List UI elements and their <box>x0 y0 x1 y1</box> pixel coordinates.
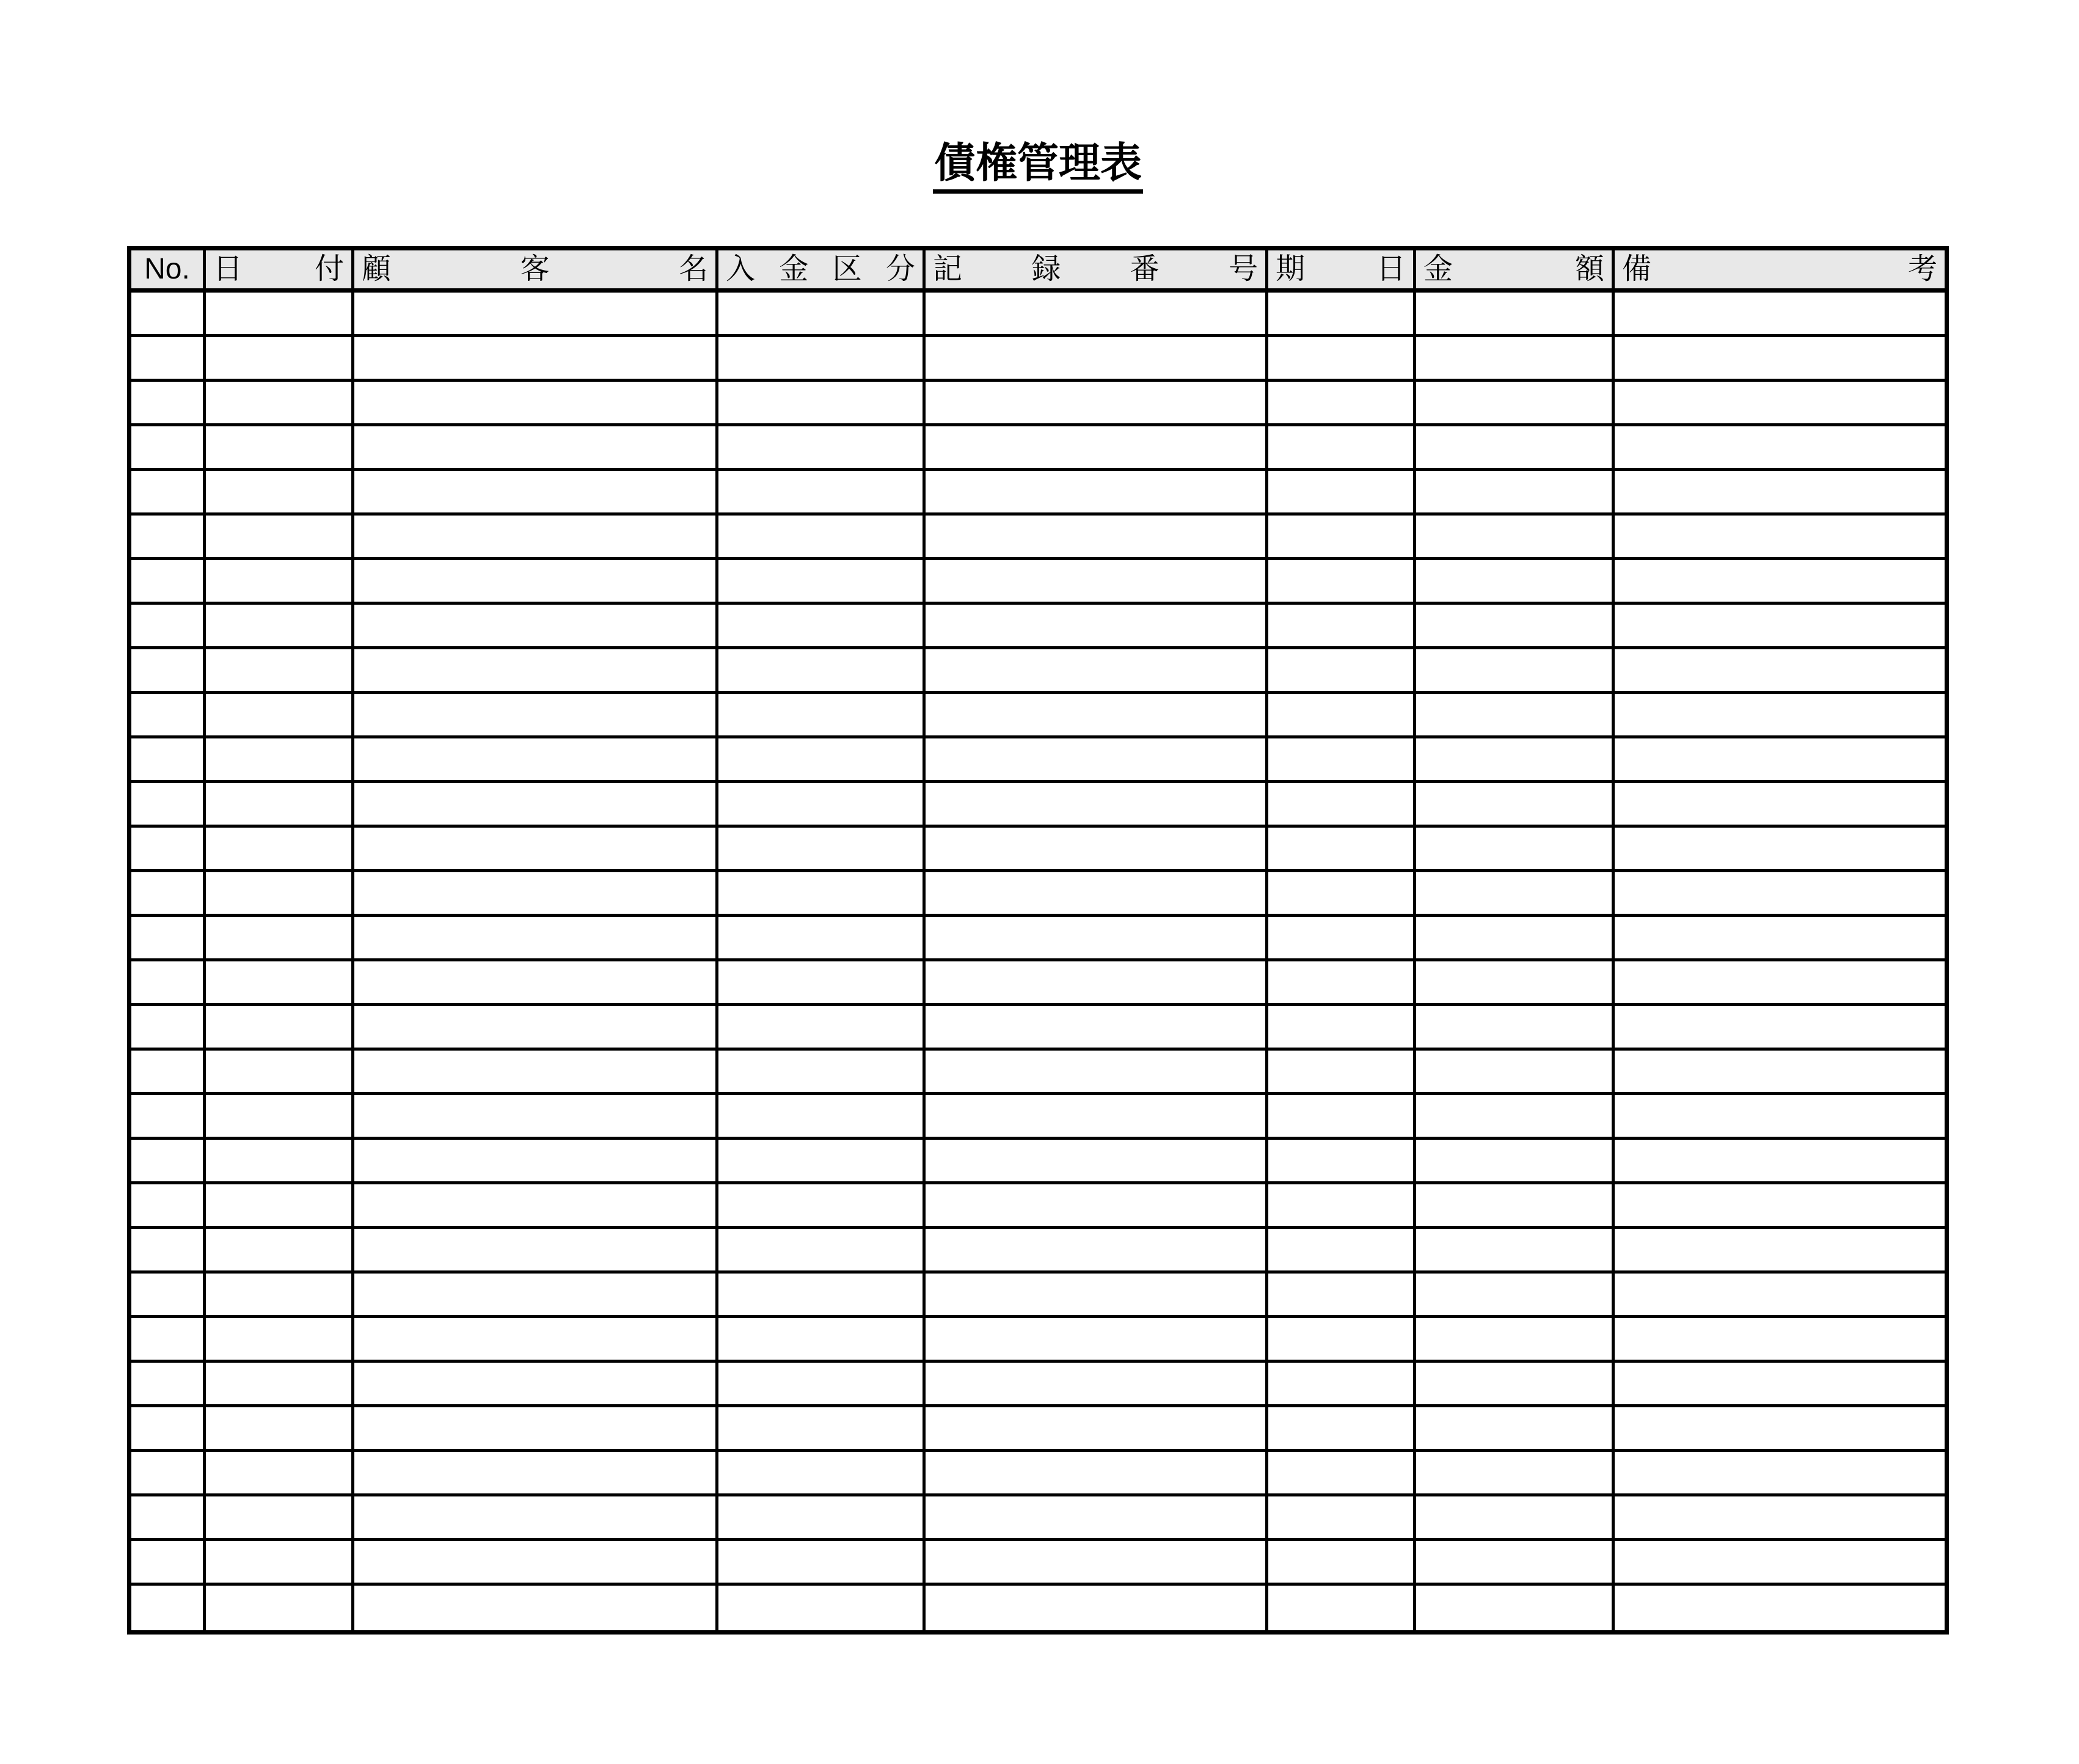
table-cell-date <box>203 649 351 691</box>
table-row <box>131 738 1945 783</box>
table-cell-amount <box>1413 516 1612 557</box>
table-cell-record-no <box>923 1140 1265 1181</box>
table-cell-amount <box>1413 1407 1612 1449</box>
receivables-table <box>127 246 1949 1635</box>
table-cell-no <box>131 1006 203 1048</box>
table-cell-payment-type <box>715 1363 923 1404</box>
table-cell-date <box>203 961 351 1003</box>
table-cell-remarks <box>1612 1452 1945 1493</box>
table-cell-record-no <box>923 1586 1265 1630</box>
table-cell-record-no <box>923 1006 1265 1048</box>
table-cell-due-date <box>1265 738 1413 780</box>
table-cell-record-no <box>923 1363 1265 1404</box>
table-cell-payment-type <box>715 1051 923 1092</box>
table-cell-remarks <box>1612 1184 1945 1226</box>
table-cell-amount <box>1413 1229 1612 1270</box>
table-row <box>131 293 1945 337</box>
table-cell-remarks <box>1612 426 1945 468</box>
table-cell-amount <box>1413 605 1612 646</box>
table-row <box>131 471 1945 516</box>
table-cell-due-date <box>1265 649 1413 691</box>
table-cell-customer <box>351 337 715 379</box>
table-row <box>131 1006 1945 1051</box>
table-cell-amount <box>1413 961 1612 1003</box>
table-cell-remarks <box>1612 1586 1945 1630</box>
table-cell-customer <box>351 738 715 780</box>
table-cell-date <box>203 1586 351 1630</box>
table-cell-record-no <box>923 382 1265 423</box>
table-cell-customer <box>351 1452 715 1493</box>
table-cell-payment-type <box>715 426 923 468</box>
table-cell-customer <box>351 382 715 423</box>
table-cell-no <box>131 1407 203 1449</box>
table-cell-due-date <box>1265 1586 1413 1630</box>
table-cell-payment-type <box>715 649 923 691</box>
table-cell-customer <box>351 1051 715 1092</box>
table-cell-customer <box>351 1229 715 1270</box>
table-cell-customer <box>351 1274 715 1315</box>
table-cell-due-date <box>1265 1274 1413 1315</box>
table-cell-payment-type <box>715 1318 923 1360</box>
table-cell-no <box>131 1184 203 1226</box>
table-cell-record-no <box>923 1452 1265 1493</box>
table-cell-payment-type <box>715 872 923 914</box>
table-cell-record-no <box>923 471 1265 512</box>
table-cell-due-date <box>1265 1095 1413 1137</box>
table-row <box>131 1496 1945 1541</box>
table-cell-remarks <box>1612 1541 1945 1583</box>
table-cell-no <box>131 382 203 423</box>
table-cell-remarks <box>1612 293 1945 334</box>
table-cell-date <box>203 783 351 825</box>
table-cell-payment-type <box>715 471 923 512</box>
table-cell-date <box>203 1051 351 1092</box>
table-cell-no <box>131 1095 203 1137</box>
table-cell-customer <box>351 1407 715 1449</box>
table-cell-no <box>131 1363 203 1404</box>
table-cell-no <box>131 471 203 512</box>
header-cell-due-date <box>1265 250 1413 288</box>
table-cell-payment-type <box>715 560 923 602</box>
table-cell-remarks <box>1612 1051 1945 1092</box>
header-row <box>131 250 1945 293</box>
table-row <box>131 1229 1945 1274</box>
table-row <box>131 516 1945 560</box>
table-cell-due-date <box>1265 471 1413 512</box>
table-cell-customer <box>351 471 715 512</box>
table-cell-payment-type <box>715 1541 923 1583</box>
title-wrap <box>127 142 1949 194</box>
table-cell-remarks <box>1612 1318 1945 1360</box>
table-cell-due-date <box>1265 1407 1413 1449</box>
table-cell-remarks <box>1612 1496 1945 1538</box>
table-row <box>131 1407 1945 1452</box>
table-cell-record-no <box>923 961 1265 1003</box>
table-cell-date <box>203 872 351 914</box>
table-cell-remarks <box>1612 382 1945 423</box>
table-cell-record-no <box>923 917 1265 958</box>
table-cell-remarks <box>1612 649 1945 691</box>
table-cell-record-no <box>923 1541 1265 1583</box>
table-cell-payment-type <box>715 293 923 334</box>
table-cell-due-date <box>1265 1006 1413 1048</box>
table-cell-record-no <box>923 828 1265 869</box>
table-cell-no <box>131 961 203 1003</box>
table-cell-no <box>131 1229 203 1270</box>
table-cell-customer <box>351 605 715 646</box>
table-cell-payment-type <box>715 337 923 379</box>
table-cell-due-date <box>1265 382 1413 423</box>
table-cell-customer <box>351 1586 715 1630</box>
table-cell-customer <box>351 560 715 602</box>
table-cell-payment-type <box>715 694 923 735</box>
table-cell-remarks <box>1612 1363 1945 1404</box>
table-cell-record-no <box>923 1229 1265 1270</box>
header-label: 日 付 <box>213 253 344 285</box>
table-row <box>131 1140 1945 1184</box>
table-cell-date <box>203 1095 351 1137</box>
table-cell-due-date <box>1265 605 1413 646</box>
table-cell-payment-type <box>715 605 923 646</box>
table-cell-date <box>203 471 351 512</box>
table-cell-no <box>131 1586 203 1630</box>
table-cell-payment-type <box>715 1586 923 1630</box>
table-cell-no <box>131 1496 203 1538</box>
table-cell-date <box>203 1452 351 1493</box>
table-cell-customer <box>351 1006 715 1048</box>
table-cell-amount <box>1413 917 1612 958</box>
table-cell-no <box>131 917 203 958</box>
table-cell-amount <box>1413 1184 1612 1226</box>
table-cell-amount <box>1413 426 1612 468</box>
table-cell-record-no <box>923 605 1265 646</box>
table-cell-due-date <box>1265 828 1413 869</box>
table-cell-no <box>131 560 203 602</box>
table-cell-amount <box>1413 1274 1612 1315</box>
table-cell-no <box>131 337 203 379</box>
table-cell-payment-type <box>715 1229 923 1270</box>
table-cell-remarks <box>1612 337 1945 379</box>
table-cell-no <box>131 293 203 334</box>
table-cell-date <box>203 1407 351 1449</box>
table-row <box>131 961 1945 1006</box>
table-cell-date <box>203 1541 351 1583</box>
table-cell-record-no <box>923 1407 1265 1449</box>
table-cell-due-date <box>1265 516 1413 557</box>
table-cell-payment-type <box>715 382 923 423</box>
table-row <box>131 382 1945 426</box>
table-cell-record-no <box>923 1184 1265 1226</box>
table-cell-amount <box>1413 1363 1612 1404</box>
table-row <box>131 1541 1945 1586</box>
table-cell-date <box>203 337 351 379</box>
table-cell-record-no <box>923 872 1265 914</box>
table-cell-remarks <box>1612 516 1945 557</box>
table-cell-customer <box>351 293 715 334</box>
header-label: 記 録 番 号 <box>933 253 1258 285</box>
table-row <box>131 649 1945 694</box>
table-cell-customer <box>351 1318 715 1360</box>
table-cell-date <box>203 1229 351 1270</box>
table-cell-date <box>203 1363 351 1404</box>
page-title: 債権管理表 <box>933 142 1143 194</box>
table-row <box>131 828 1945 872</box>
table-cell-amount <box>1413 694 1612 735</box>
table-row <box>131 1274 1945 1318</box>
table-cell-no <box>131 694 203 735</box>
table-row <box>131 605 1945 649</box>
table-cell-remarks <box>1612 471 1945 512</box>
table-cell-record-no <box>923 426 1265 468</box>
table-cell-no <box>131 1051 203 1092</box>
table-cell-no <box>131 426 203 468</box>
table-cell-amount <box>1413 382 1612 423</box>
table-cell-remarks <box>1612 560 1945 602</box>
table-cell-amount <box>1413 738 1612 780</box>
table-cell-customer <box>351 1496 715 1538</box>
table-cell-date <box>203 382 351 423</box>
table-cell-customer <box>351 649 715 691</box>
table-row <box>131 1095 1945 1140</box>
header-label: 期 日 <box>1276 253 1406 285</box>
table-cell-date <box>203 1496 351 1538</box>
table-cell-due-date <box>1265 1452 1413 1493</box>
table-cell-record-no <box>923 1496 1265 1538</box>
table-cell-date <box>203 1318 351 1360</box>
table-cell-amount <box>1413 1452 1612 1493</box>
table-cell-amount <box>1413 1051 1612 1092</box>
table-cell-due-date <box>1265 1184 1413 1226</box>
table-cell-amount <box>1413 293 1612 334</box>
table-cell-payment-type <box>715 1496 923 1538</box>
table-cell-payment-type <box>715 783 923 825</box>
table-row <box>131 1363 1945 1407</box>
header-cell-customer <box>351 250 715 288</box>
table-cell-record-no <box>923 516 1265 557</box>
table-cell-no <box>131 605 203 646</box>
table-cell-payment-type <box>715 1274 923 1315</box>
table-cell-date <box>203 694 351 735</box>
table-cell-payment-type <box>715 828 923 869</box>
table-cell-due-date <box>1265 917 1413 958</box>
table-cell-payment-type <box>715 738 923 780</box>
table-cell-no <box>131 516 203 557</box>
table-cell-due-date <box>1265 293 1413 334</box>
table-cell-remarks <box>1612 1274 1945 1315</box>
table-cell-customer <box>351 1363 715 1404</box>
table-cell-date <box>203 1006 351 1048</box>
table-row <box>131 1586 1945 1630</box>
table-cell-record-no <box>923 1051 1265 1092</box>
table-cell-date <box>203 516 351 557</box>
table-cell-customer <box>351 1541 715 1583</box>
header-label: 入 金 区 分 <box>726 253 915 285</box>
header-cell-date <box>203 250 351 288</box>
table-cell-due-date <box>1265 694 1413 735</box>
table-cell-payment-type <box>715 1407 923 1449</box>
table-cell-no <box>131 1274 203 1315</box>
table-cell-due-date <box>1265 1318 1413 1360</box>
table-cell-customer <box>351 426 715 468</box>
table-row <box>131 1318 1945 1363</box>
table-cell-amount <box>1413 1586 1612 1630</box>
table-cell-remarks <box>1612 872 1945 914</box>
table-cell-remarks <box>1612 694 1945 735</box>
table-cell-due-date <box>1265 1140 1413 1181</box>
table-cell-remarks <box>1612 1095 1945 1137</box>
table-cell-no <box>131 649 203 691</box>
table-cell-payment-type <box>715 961 923 1003</box>
table-body <box>131 293 1945 1630</box>
table-row <box>131 872 1945 917</box>
table-cell-no <box>131 1541 203 1583</box>
table-row <box>131 560 1945 605</box>
table-cell-no <box>131 1452 203 1493</box>
table-cell-due-date <box>1265 560 1413 602</box>
table-cell-no <box>131 738 203 780</box>
table-cell-record-no <box>923 1095 1265 1137</box>
table-cell-date <box>203 1140 351 1181</box>
table-cell-date <box>203 426 351 468</box>
table-cell-record-no <box>923 738 1265 780</box>
table-cell-remarks <box>1612 738 1945 780</box>
table-cell-date <box>203 605 351 646</box>
table-cell-no <box>131 783 203 825</box>
header-label: 金 額 <box>1423 253 1604 285</box>
table-cell-amount <box>1413 1496 1612 1538</box>
table-cell-payment-type <box>715 1452 923 1493</box>
table-cell-due-date <box>1265 872 1413 914</box>
header-cell-payment-type <box>715 250 923 288</box>
table-cell-remarks <box>1612 1407 1945 1449</box>
table-cell-due-date <box>1265 1541 1413 1583</box>
table-cell-remarks <box>1612 1140 1945 1181</box>
table-cell-remarks <box>1612 917 1945 958</box>
table-cell-remarks <box>1612 828 1945 869</box>
table-cell-due-date <box>1265 1051 1413 1092</box>
table-row <box>131 337 1945 382</box>
table-cell-amount <box>1413 1318 1612 1360</box>
table-cell-no <box>131 1140 203 1181</box>
table-cell-customer <box>351 961 715 1003</box>
table-row <box>131 426 1945 471</box>
header-label: 備 考 <box>1622 253 1937 285</box>
header-cell-amount <box>1413 250 1612 288</box>
table-cell-customer <box>351 783 715 825</box>
table-cell-record-no <box>923 337 1265 379</box>
header-label: 顧 客 名 <box>362 253 708 285</box>
table-cell-no <box>131 1318 203 1360</box>
table-cell-amount <box>1413 560 1612 602</box>
table-cell-payment-type <box>715 1140 923 1181</box>
table-cell-remarks <box>1612 605 1945 646</box>
table-cell-due-date <box>1265 961 1413 1003</box>
header-cell-record-no <box>923 250 1265 288</box>
table-cell-date <box>203 917 351 958</box>
table-cell-record-no <box>923 694 1265 735</box>
table-cell-due-date <box>1265 426 1413 468</box>
table-cell-remarks <box>1612 961 1945 1003</box>
table-row <box>131 1184 1945 1229</box>
table-cell-amount <box>1413 872 1612 914</box>
table-row <box>131 917 1945 961</box>
table-cell-date <box>203 1184 351 1226</box>
table-cell-payment-type <box>715 516 923 557</box>
table-cell-amount <box>1413 649 1612 691</box>
table-row <box>131 783 1945 828</box>
table-cell-record-no <box>923 783 1265 825</box>
table-cell-amount <box>1413 783 1612 825</box>
table-cell-record-no <box>923 649 1265 691</box>
table-cell-customer <box>351 1184 715 1226</box>
table-row <box>131 694 1945 738</box>
table-cell-record-no <box>923 560 1265 602</box>
table-row <box>131 1452 1945 1496</box>
header-cell-no: No. <box>144 253 190 285</box>
header-cell-remarks <box>1612 250 1945 288</box>
table-cell-due-date <box>1265 783 1413 825</box>
table-cell-customer <box>351 516 715 557</box>
table-cell-date <box>203 828 351 869</box>
table-row <box>131 1051 1945 1095</box>
table-cell-remarks <box>1612 783 1945 825</box>
table-cell-date <box>203 560 351 602</box>
table-cell-customer <box>351 1140 715 1181</box>
table-cell-due-date <box>1265 1496 1413 1538</box>
table-cell-amount <box>1413 337 1612 379</box>
table-cell-amount <box>1413 471 1612 512</box>
table-cell-payment-type <box>715 1095 923 1137</box>
table-cell-customer <box>351 828 715 869</box>
table-cell-date <box>203 1274 351 1315</box>
table-cell-amount <box>1413 1095 1612 1137</box>
table-cell-amount <box>1413 1140 1612 1181</box>
table-cell-remarks <box>1612 1229 1945 1270</box>
table-cell-record-no <box>923 293 1265 334</box>
table-cell-record-no <box>923 1274 1265 1315</box>
table-cell-date <box>203 738 351 780</box>
table-cell-due-date <box>1265 1363 1413 1404</box>
table-cell-customer <box>351 872 715 914</box>
table-cell-amount <box>1413 828 1612 869</box>
table-cell-no <box>131 872 203 914</box>
table-cell-date <box>203 293 351 334</box>
table-cell-amount <box>1413 1006 1612 1048</box>
table-cell-payment-type <box>715 1006 923 1048</box>
table-cell-no <box>131 828 203 869</box>
table-cell-payment-type <box>715 1184 923 1226</box>
table-cell-record-no <box>923 1318 1265 1360</box>
table-cell-payment-type <box>715 917 923 958</box>
table-cell-due-date <box>1265 337 1413 379</box>
table-cell-customer <box>351 1095 715 1137</box>
table-cell-remarks <box>1612 1006 1945 1048</box>
table-cell-amount <box>1413 1541 1612 1583</box>
table-cell-due-date <box>1265 1229 1413 1270</box>
table-cell-customer <box>351 917 715 958</box>
table-cell-customer <box>351 694 715 735</box>
